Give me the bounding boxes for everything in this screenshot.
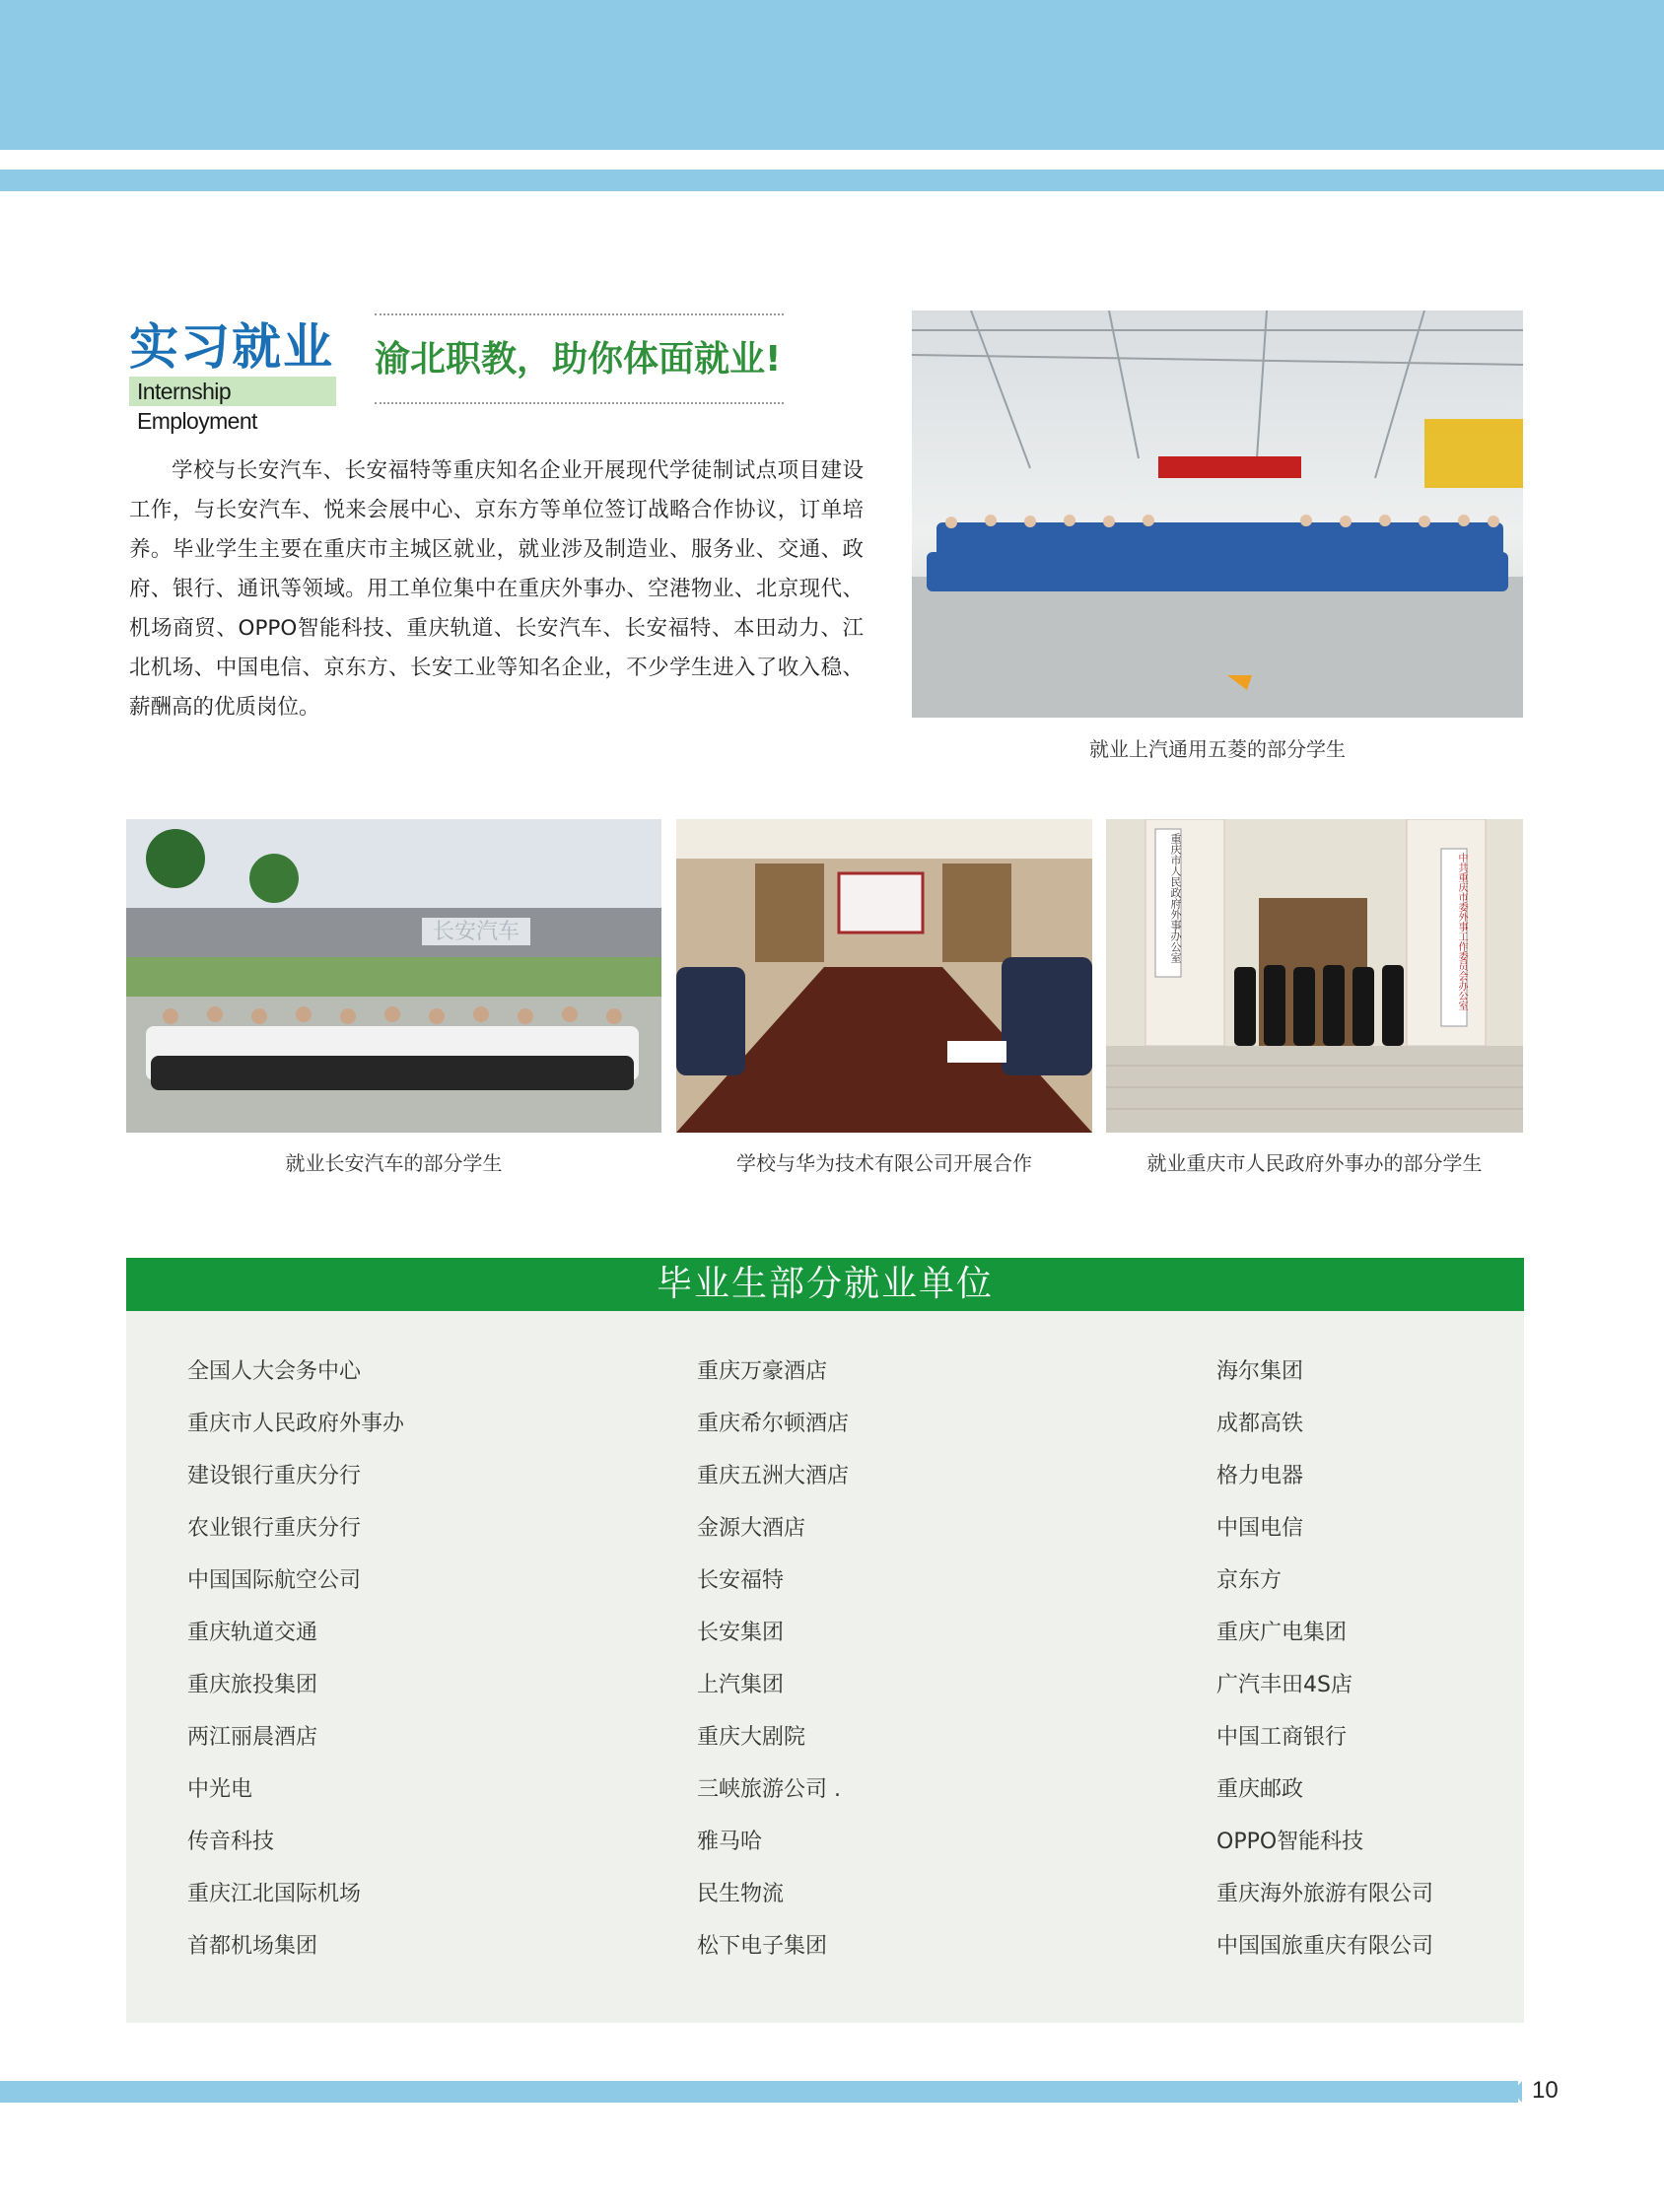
intro-paragraph: 学校与长安汽车、长安福特等重庆知名企业开展现代学徒制试点项目建设工作，与长安汽车、悦来会展中心、京东方等单位签订战略合作协议，订单培养。毕业学生主要在重庆市主城区就业，就业涉及制造业、服务业、交通、政府、银行、通讯等领域。用工单位集中在重庆外事办、空港物业、北京现代、机场商贸、OPPO智能科技、重庆轨道、长安汽车、长安福特、本田动力、江北机场、中国电信、京东方、长安工业等知名企业，不少学生进入了收入稳、薪酬高的优质岗位。 [129, 458, 864, 720]
employer-item: 重庆邮政 [1216, 1777, 1304, 1802]
employer-item: 上汽集团 [697, 1673, 785, 1697]
employers-column-1 [187, 1354, 404, 1981]
waishiban-photo-caption: 就业重庆市人民政府外事办的部分学生 [1146, 1151, 1483, 1175]
employers-column-3 [1216, 1354, 1433, 1981]
employer-item: 海尔集团 [1216, 1359, 1304, 1384]
changan-group-photo [126, 819, 661, 1133]
employer-item: 中光电 [187, 1777, 253, 1802]
employer-item: 金源大酒店 [697, 1516, 806, 1541]
employer-item: 重庆希尔顿酒店 [697, 1412, 850, 1436]
factory-photo-caption: 就业上汽通用五菱的部分学生 [1089, 737, 1346, 761]
employer-item: 格力电器 [1216, 1464, 1304, 1488]
section-subtitle-en: Internship Employment [129, 377, 336, 406]
employer-item: 雅马哈 [697, 1830, 763, 1854]
employer-item: 农业银行重庆分行 [187, 1516, 362, 1541]
employer-item: 建设银行重庆分行 [187, 1464, 362, 1488]
employer-item: 重庆五洲大酒店 [697, 1464, 850, 1488]
employers-header: 毕业生部分就业单位 [126, 1258, 1524, 1311]
employer-item: 京东方 [1216, 1568, 1283, 1593]
waishiban-plaque-left: 重庆市人民政府外事办公室 [1169, 833, 1182, 963]
slogan: 渝北职教，助你体面就业! [375, 339, 782, 380]
huawei-meeting-photo [676, 819, 1092, 1133]
employer-item: 传音科技 [187, 1830, 275, 1854]
employer-item: 中国国旅重庆有限公司 [1216, 1934, 1434, 1959]
employer-item: 广汽丰田4S店 [1216, 1673, 1352, 1697]
slogan-bottom-divider [375, 402, 784, 404]
employer-item: OPPO智能科技 [1216, 1830, 1364, 1854]
employer-item: 首都机场集团 [187, 1934, 318, 1959]
employer-item: 三峡旅游公司 . [697, 1777, 841, 1802]
employer-item: 中国电信 [1216, 1516, 1304, 1541]
page-arrow-icon [1512, 2081, 1522, 2103]
employer-item: 重庆江北国际机场 [187, 1882, 362, 1906]
header-stripe [0, 170, 1664, 191]
employer-item: 重庆万豪酒店 [697, 1359, 828, 1384]
waishiban-plaque-right: 中共重庆市委外事工作委员会办公室 [1456, 853, 1467, 1010]
employer-item: 长安集团 [697, 1621, 785, 1645]
employer-item: 中国国际航空公司 [187, 1568, 362, 1593]
employer-item: 重庆轨道交通 [187, 1621, 318, 1645]
employer-item: 民生物流 [697, 1882, 785, 1906]
huawei-photo-caption: 学校与华为技术有限公司开展合作 [736, 1151, 1032, 1175]
employer-item: 重庆大剧院 [697, 1725, 806, 1750]
slogan-top-divider [375, 313, 784, 315]
employer-item: 成都高铁 [1216, 1412, 1304, 1436]
factory-group-photo [912, 311, 1523, 718]
changan-sign-text: 长安汽车 [432, 920, 520, 944]
footer-stripe [0, 2081, 1518, 2103]
employer-item: 重庆广电集团 [1216, 1621, 1348, 1645]
employer-item: 重庆市人民政府外事办 [187, 1412, 405, 1436]
employer-item: 重庆旅投集团 [187, 1673, 318, 1697]
employer-item: 长安福特 [697, 1568, 785, 1593]
employer-item: 两江丽晨酒店 [187, 1725, 318, 1750]
section-title: 实习就业 [129, 318, 334, 376]
employers-column-2 [697, 1354, 849, 1981]
changan-photo-caption: 就业长安汽车的部分学生 [285, 1151, 503, 1175]
employer-item: 中国工商银行 [1216, 1725, 1348, 1750]
employer-item: 重庆海外旅游有限公司 [1216, 1882, 1434, 1906]
employer-item: 松下电子集团 [697, 1934, 828, 1959]
header-band [0, 0, 1664, 150]
employer-item: 全国人大会务中心 [187, 1359, 362, 1384]
waishiban-group-photo [1106, 819, 1523, 1133]
page-number: 10 [1532, 2077, 1559, 2104]
